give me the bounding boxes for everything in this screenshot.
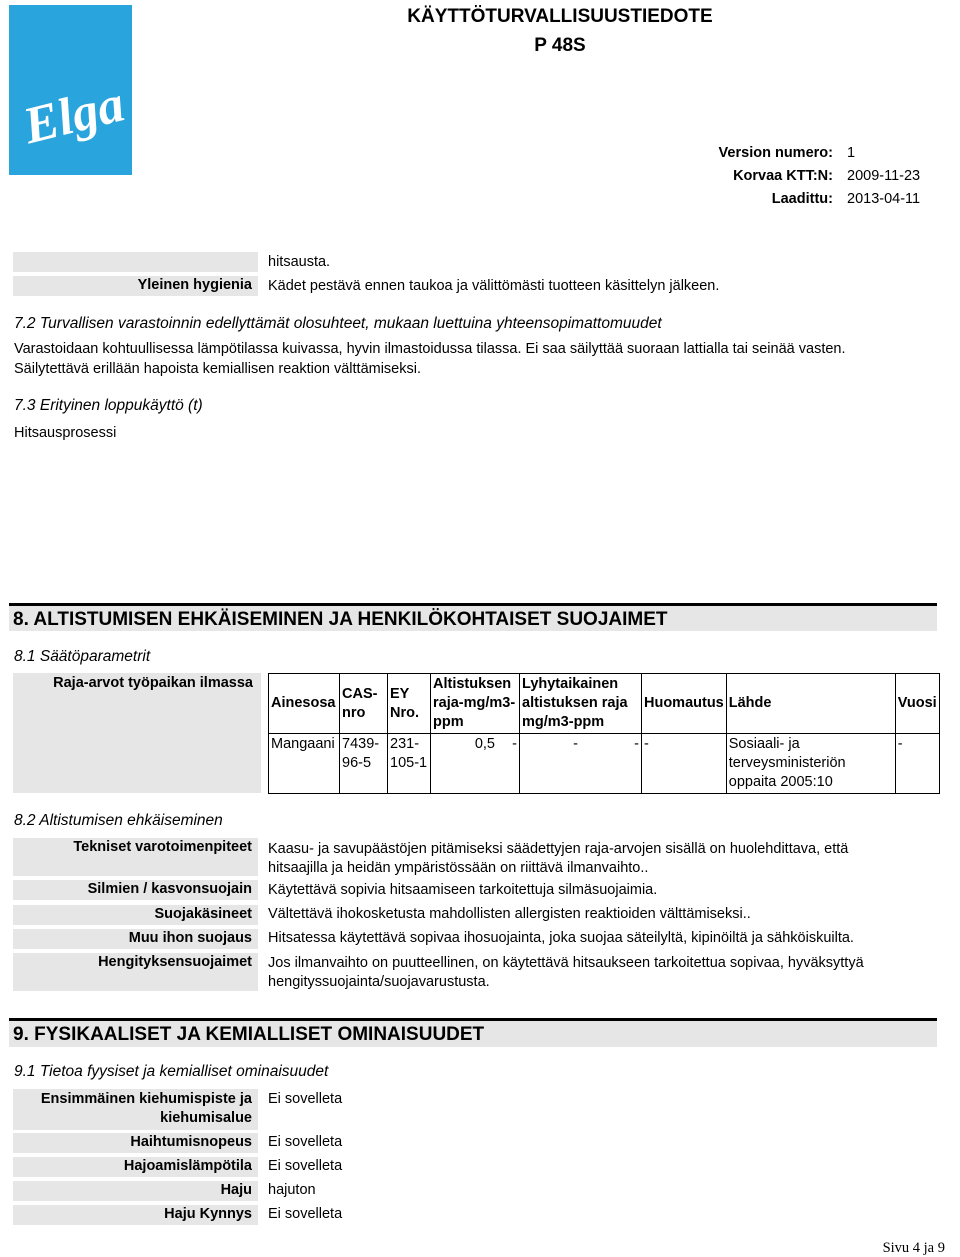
controls-value-3: Hitsatessa käytettävä sopivaa ihosuojainta, joka suojaa säteilyltä, kipinöiltä ja sähköiskuilta. <box>268 930 854 946</box>
prop-value-3: hajuton <box>268 1182 316 1198</box>
document-title: KÄYTTÖTURVALLISUUSTIEDOTE <box>407 6 713 27</box>
col-huomautus-label: Huomautus <box>644 695 724 711</box>
prepared-label: Laadittu: <box>771 191 833 207</box>
prepared-value: 2013-04-11 <box>847 191 921 207</box>
table-row <box>269 734 940 794</box>
col-huomautus <box>642 674 727 734</box>
logo-text: Elga <box>17 75 130 156</box>
product-name: P 48S <box>534 35 586 56</box>
prepared-row <box>772 191 937 207</box>
storage-line-2: Säilytettävä erillään hapoista kemiallisen reaktion välttämiseksi. <box>14 361 421 377</box>
table-header-row <box>269 674 940 734</box>
col-ainesosa <box>269 674 340 734</box>
controls-value-1: Käytettävä sopivia hitsaamiseen tarkoitettuja silmäsuojaimia. <box>268 882 658 898</box>
col-vuosi <box>895 674 939 734</box>
version-value: 1 <box>847 145 856 161</box>
section-8-heading: 8. ALTISTUMISEN EHKÄISEMINEN JA HENKILÖKOHTAISET SUOJAIMET <box>9 603 937 631</box>
cell-vuosi: - <box>895 734 939 794</box>
exposure-table-wrap <box>268 673 940 794</box>
controls-label-4: Hengityksensuojaimet <box>13 953 258 991</box>
section-9-heading: 9. FYSIKAALISET JA KEMIALLISET OMINAISUUDET <box>9 1018 937 1047</box>
cell-lyhyt <box>520 734 642 794</box>
prop-label-2: Hajoamislämpötila <box>13 1157 258 1177</box>
cell-ainesosa: Mangaani <box>269 734 340 794</box>
company-logo <box>9 5 132 175</box>
col-ey <box>388 674 431 734</box>
col-cas-label: CAS-nro <box>342 685 378 721</box>
controls-label-1: Silmien / kasvonsuojain <box>13 880 258 900</box>
cell-lyhyt-mg: - <box>573 736 578 752</box>
hygiene-cont-text: hitsausta. <box>268 254 331 270</box>
section-7-3-heading: 7.3 Erityinen loppukäyttö (t) <box>14 397 203 414</box>
cell-lahde: Sosiaali- ja terveysministeriön oppaita 2005:10 <box>726 734 895 794</box>
prop-value-4: Ei sovelleta <box>268 1206 343 1222</box>
controls-label-0: Tekniset varotoimenpiteet <box>13 838 258 876</box>
end-use-text: Hitsausprosessi <box>14 425 117 441</box>
cell-cas: 7439-96-5 <box>340 734 388 794</box>
logo-graphic <box>9 5 132 175</box>
col-raja <box>431 674 520 734</box>
cell-raja-ppm: - <box>512 736 517 752</box>
limits-label: Raja-arvot työpaikan ilmassa <box>53 675 253 691</box>
replaces-row <box>733 168 937 184</box>
prop-label-0 <box>13 1089 258 1130</box>
col-lyhyt <box>520 674 642 734</box>
section-9-1-heading: 9.1 Tietoa fyysiset ja kemialliset ominaisuudet <box>14 1063 329 1080</box>
col-lyhyt-label: Lyhytaikainen altistuksen raja mg/m3-ppm <box>522 676 628 730</box>
section-7-2-heading: 7.2 Turvallisen varastoinnin edellyttämät olosuhteet, mukaan luettuina yhteensopimattomuudet <box>14 315 662 332</box>
cell-raja <box>431 734 520 794</box>
version-label: Version numero: <box>718 145 833 161</box>
section-8-2-heading: 8.2 Altistumisen ehkäiseminen <box>14 812 223 829</box>
controls-value-2: Vältettävä ihokosketusta mahdollisten allergisten reaktioiden välttämiseksi.. <box>268 906 751 922</box>
col-lahde-label: Lähde <box>728 695 772 711</box>
col-ainesosa-label: Ainesosa <box>271 695 336 711</box>
col-lahde <box>726 674 895 734</box>
hygiene-cont-label-cell <box>13 252 258 272</box>
cell-huomautus: - <box>642 734 727 794</box>
controls-value-0: Kaasu- ja savupäästöjen pitämiseksi säädettyjen raja-arvojen sisällä on huolehdittava, että hitsaajilla ja heidän ympäristössään on riittävä ilmanvaihto.. <box>268 841 849 876</box>
cell-ey: 231-105-1 <box>388 734 431 794</box>
cell-lyhyt-ppm: - <box>634 736 639 752</box>
prop-label-3: Haju <box>13 1181 258 1201</box>
prop-value-0: Ei sovelleta <box>268 1091 343 1107</box>
replaces-label: Korvaa KTT:N: <box>733 168 833 184</box>
prop-value-2: Ei sovelleta <box>268 1158 343 1174</box>
version-row <box>719 145 937 161</box>
col-cas <box>340 674 388 734</box>
prop-label-0-text: Ensimmäinen kiehumispiste ja kiehumisalue <box>40 1091 252 1126</box>
replaces-value: 2009-11-23 <box>847 168 921 184</box>
controls-value-4: Jos ilmanvaihto on puutteellinen, on käytettävä hitsaukseen tarkoitettua sopivaa, hyväksyttyä hengityssuojainta/suojavarustusta. <box>268 955 864 990</box>
prop-label-4: Haju Kynnys <box>13 1205 258 1225</box>
col-ey-label: EY Nro. <box>390 685 419 721</box>
controls-label-2: Suojakäsineet <box>13 905 258 925</box>
page-number: Sivu 4 ja 9 <box>882 1240 945 1256</box>
section-8-1-heading: 8.1 Säätöparametrit <box>14 648 151 665</box>
hygiene-value: Kädet pestävä ennen taukoa ja välittömästi tuotteen käsittelyn jälkeen. <box>268 278 720 294</box>
storage-line-1: Varastoidaan kohtuullisessa lämpötilassa kuivassa, hyvin ilmastoidussa tilassa. Ei saa säilyttää suoraan lattialla tai seinää vasten. <box>14 341 846 357</box>
col-raja-label: Altistuksen raja-mg/m3-ppm <box>433 676 516 730</box>
hygiene-label: Yleinen hygienia <box>13 276 258 296</box>
cell-raja-mg: 0,5 <box>474 736 495 752</box>
prop-label-1: Haihtumisnopeus <box>13 1133 258 1153</box>
exposure-table <box>268 673 940 794</box>
controls-label-3: Muu ihon suojaus <box>13 929 258 949</box>
limits-label-cell <box>13 673 261 793</box>
prop-value-1: Ei sovelleta <box>268 1134 343 1150</box>
col-vuosi-label: Vuosi <box>897 695 937 711</box>
